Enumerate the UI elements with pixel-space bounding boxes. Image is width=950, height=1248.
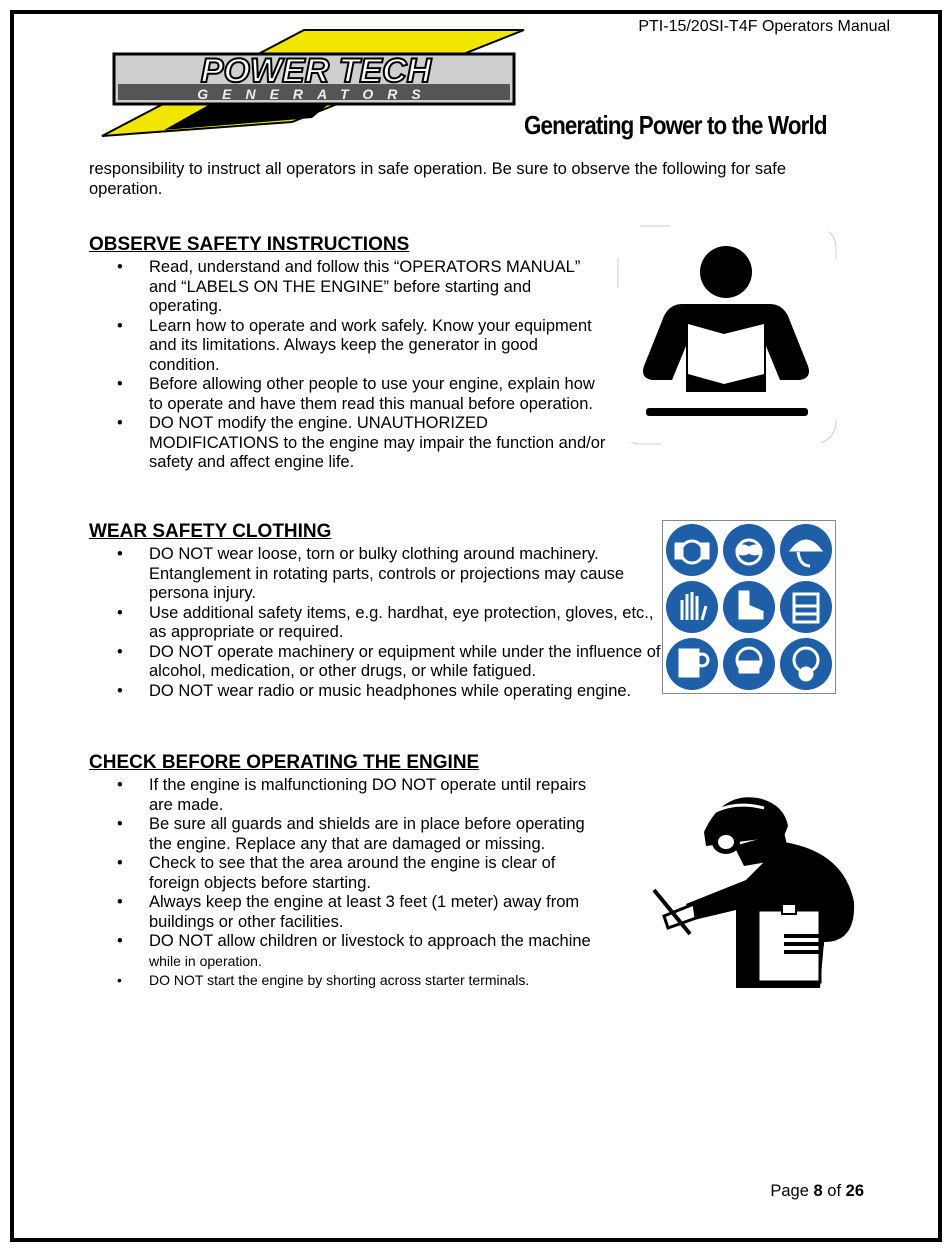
ear-protection-icon bbox=[666, 524, 718, 576]
list-item: • Before allowing other people to use your engine, explain how to operate and have them read this manual before operation. bbox=[89, 375, 609, 414]
tagline: Generating Power to the World bbox=[524, 110, 827, 140]
list-item: • DO NOT wear radio or music headphones while operating engine. bbox=[89, 682, 669, 702]
list-item bbox=[89, 932, 609, 971]
list-item: • Check to see that the area around the engine is clear of foreign objects before starting. bbox=[89, 854, 609, 893]
inspector-icon bbox=[634, 792, 860, 990]
power-tech-logo bbox=[92, 26, 532, 144]
section-title-clothing: WEAR SAFETY CLOTHING bbox=[89, 521, 332, 542]
page-label: Page bbox=[770, 1182, 809, 1200]
intro-paragraph: responsibility to instruct all operators in safe operation. Be sure to observe the following for safe operation. bbox=[89, 160, 787, 198]
of-label: of bbox=[827, 1182, 842, 1200]
list-item: • DO NOT operate machinery or equipment while under the influence of alcohol, medication, or other drugs, or while fatigued. bbox=[89, 643, 669, 682]
document-header: PTI-15/20SI-T4F Operators Manual bbox=[638, 18, 890, 35]
list-item-text: while in operation. bbox=[149, 952, 262, 969]
list-item-text: DO NOT allow children or livestock to approach the machine bbox=[149, 932, 591, 950]
list-item: • Be sure all guards and shields are in place before operating the engine. Replace any that are damaged or missing. bbox=[89, 815, 609, 854]
clothing-list bbox=[89, 545, 669, 701]
list-item: • DO NOT start the engine by shorting across starter terminals. bbox=[89, 971, 609, 991]
list-item: • Learn how to operate and work safely. Know your equipment and its limitations. Always keep the generator in good condition. bbox=[89, 317, 609, 376]
observe-list bbox=[89, 258, 609, 473]
list-item: • DO NOT modify the engine. UNAUTHORIZED MODIFICATIONS to the engine may impair the function and/or safety and affect engine life. bbox=[89, 414, 609, 473]
logo-text-1: POWER TECH bbox=[200, 52, 432, 90]
respirator-icon bbox=[780, 638, 832, 690]
list-item: • Read, understand and follow this “OPERATORS MANUAL” and “LABELS ON THE ENGINE” before starting and operating. bbox=[89, 258, 609, 317]
total-pages: 26 bbox=[845, 1182, 864, 1200]
section-title-observe: OBSERVE SAFETY INSTRUCTIONS bbox=[89, 234, 410, 255]
logo-text-2: GENERATORS bbox=[197, 86, 435, 102]
current-page: 8 bbox=[813, 1182, 823, 1200]
section-title-check: CHECK BEFORE OPERATING THE ENGINE bbox=[89, 752, 480, 773]
check-list bbox=[89, 776, 609, 991]
list-item: • DO NOT wear loose, torn or bulky clothing around machinery. Entanglement in rotating parts, controls or projections may cause persona injury. bbox=[89, 545, 669, 604]
list-item: • Always keep the engine at least 3 feet (1 meter) away from buildings or other facilities. bbox=[89, 893, 609, 932]
list-item: • Use additional safety items, e.g. hardhat, eye protection, gloves, etc., as appropriate or required. bbox=[89, 604, 669, 643]
read-manual-icon bbox=[616, 224, 838, 446]
ppe-icon-grid bbox=[662, 520, 836, 694]
list-item: • If the engine is malfunctioning DO NOT operate until repairs are made. bbox=[89, 776, 609, 815]
page-number bbox=[770, 1182, 864, 1201]
